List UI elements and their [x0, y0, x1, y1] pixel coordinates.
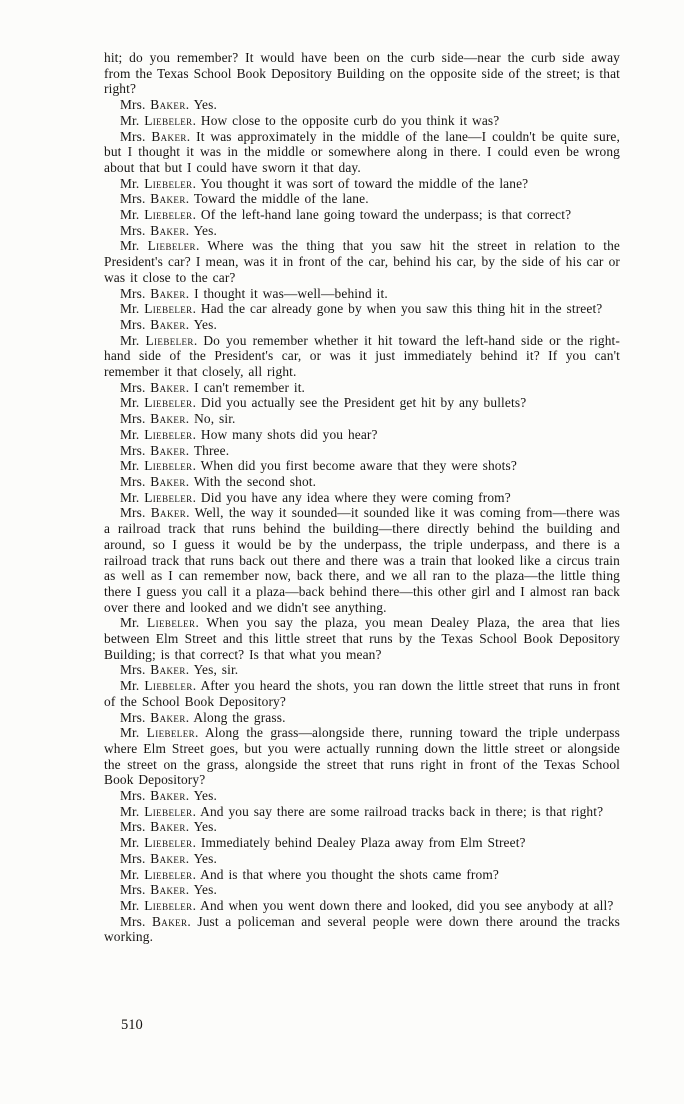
speaker-label: Mr. Liebeler. [120, 489, 201, 505]
speaker-label: Mrs. Baker. [120, 882, 194, 898]
speaker-label: Mrs. Baker. [120, 709, 194, 725]
speaker-label: Mrs. Baker. [120, 411, 195, 427]
speaker-label: Mr. Liebeler. [120, 426, 201, 442]
speaker-label: Mrs. Baker. [120, 316, 194, 332]
testimony-paragraph: Mrs. Baker. Yes, sir. [120, 662, 239, 678]
speaker-name: Liebeler [144, 301, 193, 317]
speaker-name: Liebeler [144, 489, 193, 505]
testimony-paragraph: Mrs. Baker. No, sir. [120, 411, 236, 427]
testimony-paragraph: Mrs. Baker. Three. [120, 442, 230, 458]
speaker-name: Liebeler [144, 207, 193, 223]
speaker-name: Liebeler [144, 426, 193, 442]
speaker-label: Mrs. Baker. [120, 819, 194, 835]
testimony-paragraph: Mrs. Baker. Yes. [120, 788, 217, 804]
speaker-label: Mrs. Baker. [120, 285, 195, 301]
speaker-label: Mr. Liebeler. [120, 332, 204, 348]
speaker-label: Mrs. Baker. [120, 913, 198, 929]
testimony-continuation-paragraph: hit; do you remember? It would have been on the curb side—near the curb side away from the Texas School Book Depository Building on the opposite side of the street; is that right? [104, 50, 620, 97]
speaker-label: Mrs. Baker. [120, 505, 195, 521]
speaker-name: Baker [150, 505, 187, 521]
speaker-label: Mrs. Baker. [120, 191, 194, 207]
speaker-label: Mr. Liebeler. [120, 835, 201, 851]
testimony-paragraph: Mr. Liebeler. And is that where you thought the shots came from? [120, 866, 499, 882]
speaker-label: Mr. Liebeler. [120, 238, 208, 254]
speaker-name: Liebeler [144, 866, 193, 882]
speaker-name: Liebeler [144, 458, 193, 474]
testimony-paragraph: Mr. Liebeler. How many shots did you hear? [120, 426, 378, 442]
speaker-label: Mrs. Baker. [120, 850, 194, 866]
speaker-name: Baker [150, 379, 186, 395]
speaker-label: Mrs. Baker. [120, 662, 194, 678]
testimony-paragraph: Mr. Liebeler. Had the car already gone by when you saw this thing hit in the street? [120, 301, 603, 317]
speaker-label: Mr. Liebeler. [120, 207, 201, 223]
speaker-name: Liebeler [145, 332, 194, 348]
speaker-label: Mr. Liebeler. [120, 615, 207, 631]
speaker-name: Baker [150, 316, 186, 332]
testimony-paragraph: Mrs. Baker. I thought it was—well—behind it. [120, 285, 388, 301]
testimony-paragraph: Mrs. Baker. Yes. [120, 97, 217, 113]
speaker-name: Baker [150, 473, 186, 489]
testimony-paragraph: Mr. Liebeler. How close to the opposite curb do you think it was? [120, 112, 500, 128]
testimony-paragraph: Mrs. Baker. Well, the way it sounded—it sounded like it was coming from—there was a railroad track that runs behind the building—there directly behind the building and around, so I guess it would be by the underpass, the triple underpass, and there is a railroad track that runs back out there and there was a train that looked like a circus train as well as I can remember now, back there, and we all ran to the plaza—the little thing there I guess you call it a plaza—back behind there—this other girl and I almost ran back over there and looked and we didn't see anything. [104, 505, 621, 615]
speaker-name: Liebeler [144, 678, 193, 694]
speaker-name: Baker [150, 191, 186, 207]
speaker-label: Mr. Liebeler. [120, 866, 201, 882]
testimony-paragraph: Mr. Liebeler. When did you first become aware that they were shots? [120, 458, 517, 474]
testimony-paragraphs [104, 50, 620, 945]
testimony-paragraph: Mr. Liebeler. Did you have any idea where they were coming from? [120, 489, 511, 505]
testimony-paragraph: Mr. Liebeler. Along the grass—alongside there, running toward the triple underpass where Elm Street goes, but you were actually running down the little street or alongside the street on the grass, alongside the street that runs right in front of the Texas School Book Depository? [104, 725, 620, 788]
testimony-paragraph: Mrs. Baker. Yes. [120, 882, 217, 898]
speaker-name: Baker [150, 411, 186, 427]
speaker-name: Liebeler [144, 897, 193, 913]
speaker-name: Liebeler [147, 615, 196, 631]
speaker-label: Mrs. Baker. [120, 222, 194, 238]
speaker-label: Mr. Liebeler. [120, 395, 201, 411]
speaker-name: Baker [151, 913, 188, 929]
testimony-paragraph: Mrs. Baker. Yes. [120, 850, 217, 866]
speaker-name: Liebeler [144, 803, 193, 819]
testimony-paragraph: Mr. Liebeler. Do you remember whether it hit toward the left-hand side or the right-hand side of the President's car, or was it just immediately behind it? If you can't remember it that closely, all right. [104, 332, 620, 380]
testimony-paragraph: Mr. Liebeler. Of the left-hand lane going toward the underpass; is that correct? [120, 207, 572, 223]
speaker-name: Baker [150, 709, 186, 725]
speaker-label: Mr. Liebeler. [120, 175, 201, 191]
speaker-name: Baker [150, 97, 186, 113]
testimony-paragraph: Mrs. Baker. It was approximately in the middle of the lane—I couldn't be quite sure, but I thought it was in the middle or somewhere along in there. I could even be wrong about that but I could have sworn it that day. [104, 128, 620, 175]
speaker-label: Mrs. Baker. [120, 442, 194, 458]
speaker-label: Mrs. Baker. [120, 379, 195, 395]
speaker-name: Baker [150, 788, 186, 804]
speaker-name: Liebeler [144, 395, 193, 411]
speaker-name: Baker [150, 222, 186, 238]
speaker-label: Mr. Liebeler. [120, 458, 201, 474]
testimony-paragraph: Mr. Liebeler. Immediately behind Dealey Plaza away from Elm Street? [120, 835, 526, 851]
speaker-name: Liebeler [144, 835, 193, 851]
speaker-name: Baker [151, 128, 187, 144]
speaker-name: Baker [150, 442, 186, 458]
testimony-paragraph: Mr. Liebeler. Did you actually see the President get hit by any bullets? [120, 395, 527, 411]
testimony-paragraph: Mr. Liebeler. Where was the thing that you saw hit the street in relation to the President's car? I mean, was it in front of the car, behind his car, by the side of his car or was it close to the car? [104, 238, 620, 285]
speaker-label: Mrs. Baker. [120, 788, 194, 804]
testimony-paragraph: Mr. Liebeler. And when you went down there and looked, did you see anybody at all? [120, 897, 614, 913]
testimony-paragraph: Mr. Liebeler. When you say the plaza, you mean Dealey Plaza, the area that lies between Elm Street and this little street that runs by the Texas School Book Depository Building; is that correct? Is that what you mean? [104, 615, 621, 662]
testimony-paragraph: Mrs. Baker. Yes. [120, 316, 217, 332]
speaker-name: Liebeler [146, 725, 195, 741]
testimony-paragraph: Mrs. Baker. Yes. [120, 222, 217, 238]
speaker-name: Baker [150, 819, 186, 835]
speaker-label: Mrs. Baker. [120, 128, 197, 144]
page-number: 510 [121, 1017, 143, 1033]
speaker-label: Mr. Liebeler. [120, 897, 201, 913]
speaker-name: Liebeler [144, 175, 193, 191]
speaker-label: Mr. Liebeler. [120, 803, 201, 819]
speaker-name: Liebeler [147, 238, 196, 254]
speaker-name: Baker [150, 285, 186, 301]
speaker-label: Mr. Liebeler. [120, 301, 201, 317]
testimony-paragraph: Mrs. Baker. Toward the middle of the lane. [120, 191, 369, 207]
speaker-name: Baker [150, 662, 186, 678]
testimony-paragraph: Mrs. Baker. I can't remember it. [120, 379, 306, 395]
testimony-paragraph: Mrs. Baker. Along the grass. [120, 709, 286, 725]
speaker-name: Baker [150, 850, 186, 866]
testimony-paragraph: Mr. Liebeler. After you heard the shots, you ran down the little street that runs in front of the School Book Depository? [104, 678, 620, 709]
testimony-paragraph: Mr. Liebeler. And you say there are some railroad tracks back in there; is that right? [120, 803, 604, 819]
speaker-label: Mr. Liebeler. [120, 678, 201, 694]
testimony-paragraph: Mrs. Baker. With the second shot. [120, 473, 317, 489]
speaker-name: Liebeler [144, 112, 193, 128]
speaker-label: Mr. Liebeler. [120, 112, 201, 128]
testimony-paragraph: Mrs. Baker. Just a policeman and several people were down there around the tracks working. [104, 913, 620, 945]
testimony-paragraph: Mrs. Baker. Yes. [120, 819, 217, 835]
speaker-label: Mrs. Baker. [120, 97, 194, 113]
speaker-label: Mr. Liebeler. [120, 725, 205, 741]
speaker-name: Baker [150, 882, 186, 898]
testimony-paragraph: Mr. Liebeler. You thought it was sort of toward the middle of the lane? [120, 175, 529, 191]
speaker-label: Mrs. Baker. [120, 473, 194, 489]
testimony-text-block [104, 50, 620, 945]
